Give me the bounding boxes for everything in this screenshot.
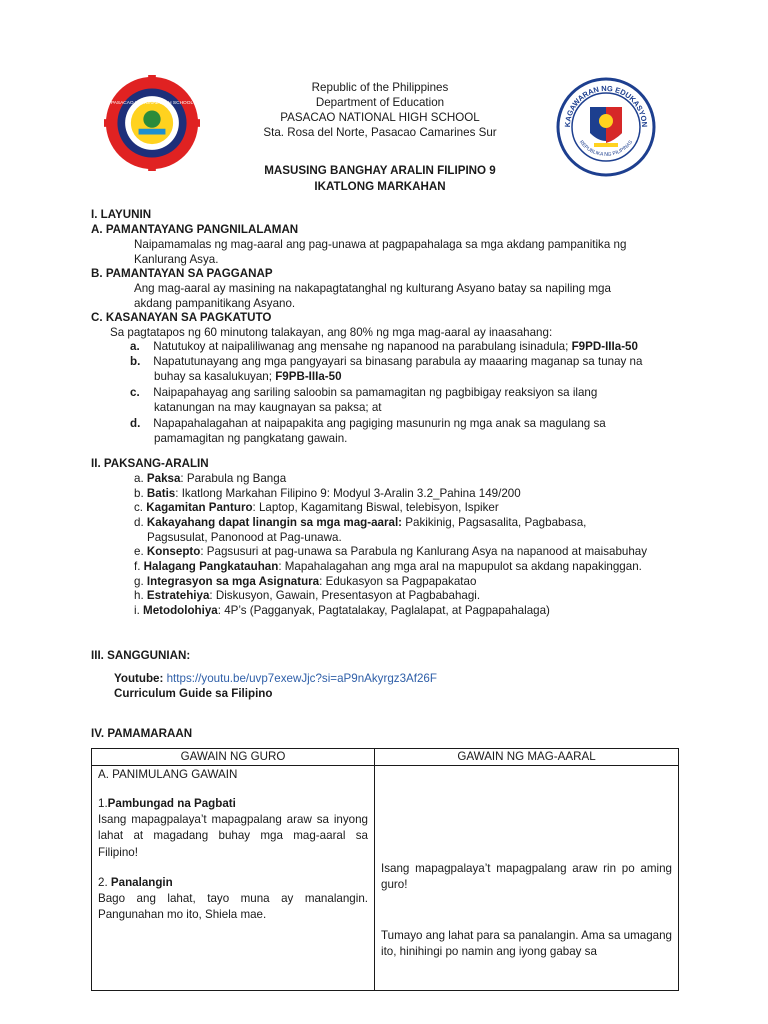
deped-seal (556, 77, 656, 177)
header-republic: Republic of the Philippines (311, 81, 449, 94)
pamantayang-pangnilalaman-text-2: Kanlurang Asya. (134, 253, 219, 266)
halagang-pangkatauhan-item (134, 559, 642, 575)
objective-b (130, 354, 642, 370)
item-label: Integrasyon sa mga Asignatura (146, 575, 320, 588)
item-title: Pambungad na Pagbati (107, 797, 236, 810)
objective-letter: a. (130, 340, 140, 353)
competency-code: F9PD-IIIa-50 (571, 340, 638, 353)
title-line2: IKATLONG MARKAHAN (314, 180, 446, 193)
item-label: Estratehiya (146, 589, 210, 602)
kasanayan-heading: C. KASANAYAN SA PAGKATUTO (91, 311, 272, 324)
objective-text: Napapahalagahan at naipapakita ang pagiging masunurin ng mga anak sa magulang sa (153, 417, 606, 430)
response-pagbati: Isang mapagpalaya’t mapagpalang araw rin po aming guro! (381, 861, 672, 891)
objective-b-cont (154, 369, 342, 385)
panimulang-gawain-label: A. PANIMULANG GAWAIN (98, 767, 238, 781)
item-text: : Parabula ng Banga (180, 472, 287, 485)
objective-letter: d. (130, 417, 141, 430)
item-number: 1. (98, 797, 108, 810)
kakayahan-item (134, 515, 586, 531)
item-text: : Ikatlong Markahan Filipino 9: Modyul 3-Aralin 3.2_Pahina 149/200 (175, 487, 521, 500)
panalangin-heading (98, 875, 368, 891)
header-department: Department of Education (315, 96, 445, 109)
section-layunin-heading: I. LAYUNIN (91, 208, 152, 221)
objective-letter: b. (130, 355, 141, 368)
letterhead (200, 80, 560, 140)
kakayahan-item-cont: Pagsusulat, Panonood at Pag-unawa. (147, 531, 342, 544)
kasanayan-intro: Sa pagtatapos ng 60 minutong talakayan, ang 80% ng mga mag-aaral ay inaasahang: (110, 326, 553, 339)
item-label: Kakayahang dapat linangin sa mga mag-aaral: (146, 516, 403, 529)
konsepto-item (134, 544, 647, 560)
item-text: Pakikinig, Pagsasalita, Pagbabasa, (402, 516, 587, 529)
item-prefix: i. (134, 604, 144, 617)
pamantayan-sa-pagganap-text-1: Ang mag-aaral ay masining na nakapagtatanghal ng kulturang Asyano batay sa napiling mga (134, 282, 611, 295)
item-text: : 4P’s (Pagganyak, Pagtatalakay, Paglalapat, at Pagpapahalaga) (217, 604, 550, 617)
objective-letter: c. (130, 386, 140, 399)
objective-text: Naipapahayag ang sariling saloobin sa pamamagitan ng pagbibigay reaksiyon sa ilang (153, 386, 598, 399)
item-label: Paksa (146, 472, 181, 485)
item-label: Batis (146, 487, 176, 500)
pamantayan-sa-pagganap-text-2: akdang pampanitikang Asyano. (134, 297, 296, 310)
objective-d-cont: pamamagitan ng pangkatang gawain. (154, 432, 348, 445)
deped-seal-text: KAGAWARAN NG EDUKASYON (562, 83, 650, 128)
mag-aaral-cell (375, 765, 679, 990)
youtube-label: Youtube: (114, 672, 164, 685)
item-text: : Mapahalagahan ang mga aral na mapupulot sa akdang napakinggan. (278, 560, 642, 573)
item-title: Panalangin (110, 876, 173, 889)
objective-a (130, 339, 638, 355)
item-prefix: g. (134, 575, 147, 588)
panalangin-text: Bago ang lahat, tayo muna ay manalangin. Pangunahan mo ito, Shiela mae. (98, 891, 368, 921)
pamamaraan-table (91, 748, 679, 991)
competency-code: F9PB-IIIa-50 (275, 370, 342, 383)
kagamitan-item (134, 500, 499, 516)
column-gawain-ng-guro: GAWAIN NG GURO (92, 749, 375, 766)
objective-text: Natutukoy at naipaliliwanag ang mensahe ng napanood na parabulang isinadula; (153, 340, 569, 353)
item-text: : Diskusyon, Gawain, Presentasyon at Pagbabahagi. (209, 589, 481, 602)
item-prefix: c. (134, 501, 147, 514)
section-sanggunian-heading: III. SANGGUNIAN: (91, 649, 191, 662)
objective-c-cont: katanungan na may kaugnayan sa paksa; at (154, 401, 382, 414)
title-line1: MASUSING BANGHAY ARALIN FILIPINO 9 (264, 164, 496, 177)
item-text: : Edukasyon sa Pagpapakatao (319, 575, 477, 588)
school-logo (104, 75, 200, 171)
pamantayang-pangnilalaman-text-1: Naipamamalas ng mag-aaral ang pag-unawa at pagpapahalaga sa mga akdang pampanitika ng (134, 238, 627, 251)
document-title (200, 163, 560, 195)
table-row (92, 765, 679, 990)
youtube-reference (114, 671, 437, 687)
item-prefix: h. (134, 589, 147, 602)
deped-seal-subtext: REPUBLIKA NG PILIPINAS (577, 139, 635, 158)
metodolohiya-item (134, 603, 550, 619)
objective-c (130, 385, 597, 401)
curriculum-guide-reference: Curriculum Guide sa Filipino (114, 687, 273, 700)
item-label: Halagang Pangkatauhan (143, 560, 279, 573)
pamantayan-sa-pagganap-heading: B. PAMANTAYAN SA PAGGANAP (91, 267, 273, 280)
column-gawain-ng-mag-aaral: GAWAIN NG MAG-AARAL (375, 749, 679, 766)
response-panalangin: Tumayo ang lahat para sa panalangin. Ama sa umagang ito, hinihingi po namin ang iyong gabay sa (381, 928, 672, 958)
item-label: Kagamitan Panturo (146, 501, 253, 514)
pagbati-heading (98, 796, 368, 812)
item-prefix: b. (134, 487, 147, 500)
item-prefix: d. (134, 516, 147, 529)
item-text: : Laptop, Kagamitang Biswal, telebisyon, Ispiker (252, 501, 499, 514)
pamantayang-pangnilalaman-heading: A. PAMANTAYANG PANGNILALAMAN (91, 223, 299, 236)
item-number: 2. (98, 876, 111, 889)
item-label: Konsepto (146, 545, 201, 558)
guro-cell (92, 765, 375, 990)
pagbati-text: Isang mapagpalaya’t mapagpalang araw sa inyong lahat at magadang buhay mga mag-aaral sa Filipino! (98, 812, 368, 859)
header-school: PASACAO NATIONAL HIGH SCHOOL (280, 111, 480, 124)
item-prefix: f. (134, 560, 144, 573)
youtube-link[interactable]: https://youtu.be/uvp7exewJjc?si=aP9nAkyrgz3Af26F (166, 672, 437, 685)
section-pamamaraan-heading: IV. PAMAMARAAN (91, 727, 193, 740)
objective-text: buhay sa kasalukuyan; (154, 370, 272, 383)
item-text: : Pagsusuri at pag-unawa sa Parabula ng Kanlurang Asya na napanood at maisabuhay (200, 545, 648, 558)
item-label: Metodolohiya (143, 604, 218, 617)
school-logo-text: PASACAO NATIONAL HIGH SCHOOL (110, 100, 194, 106)
paksa-item (134, 471, 286, 487)
section-paksang-aralin-heading: II. PAKSANG-ARALIN (91, 457, 209, 470)
item-prefix: a. (134, 472, 147, 485)
objective-d (130, 416, 606, 432)
table-header-row (92, 749, 679, 766)
header-address: Sta. Rosa del Norte, Pasacao Camarines Sur (263, 126, 497, 139)
item-prefix: e. (134, 545, 147, 558)
estratehiya-item (134, 588, 480, 604)
objective-text: Napatutunayang ang mga pangyayari sa binasang parabula ay maaaring maganap sa tunay na (153, 355, 643, 368)
